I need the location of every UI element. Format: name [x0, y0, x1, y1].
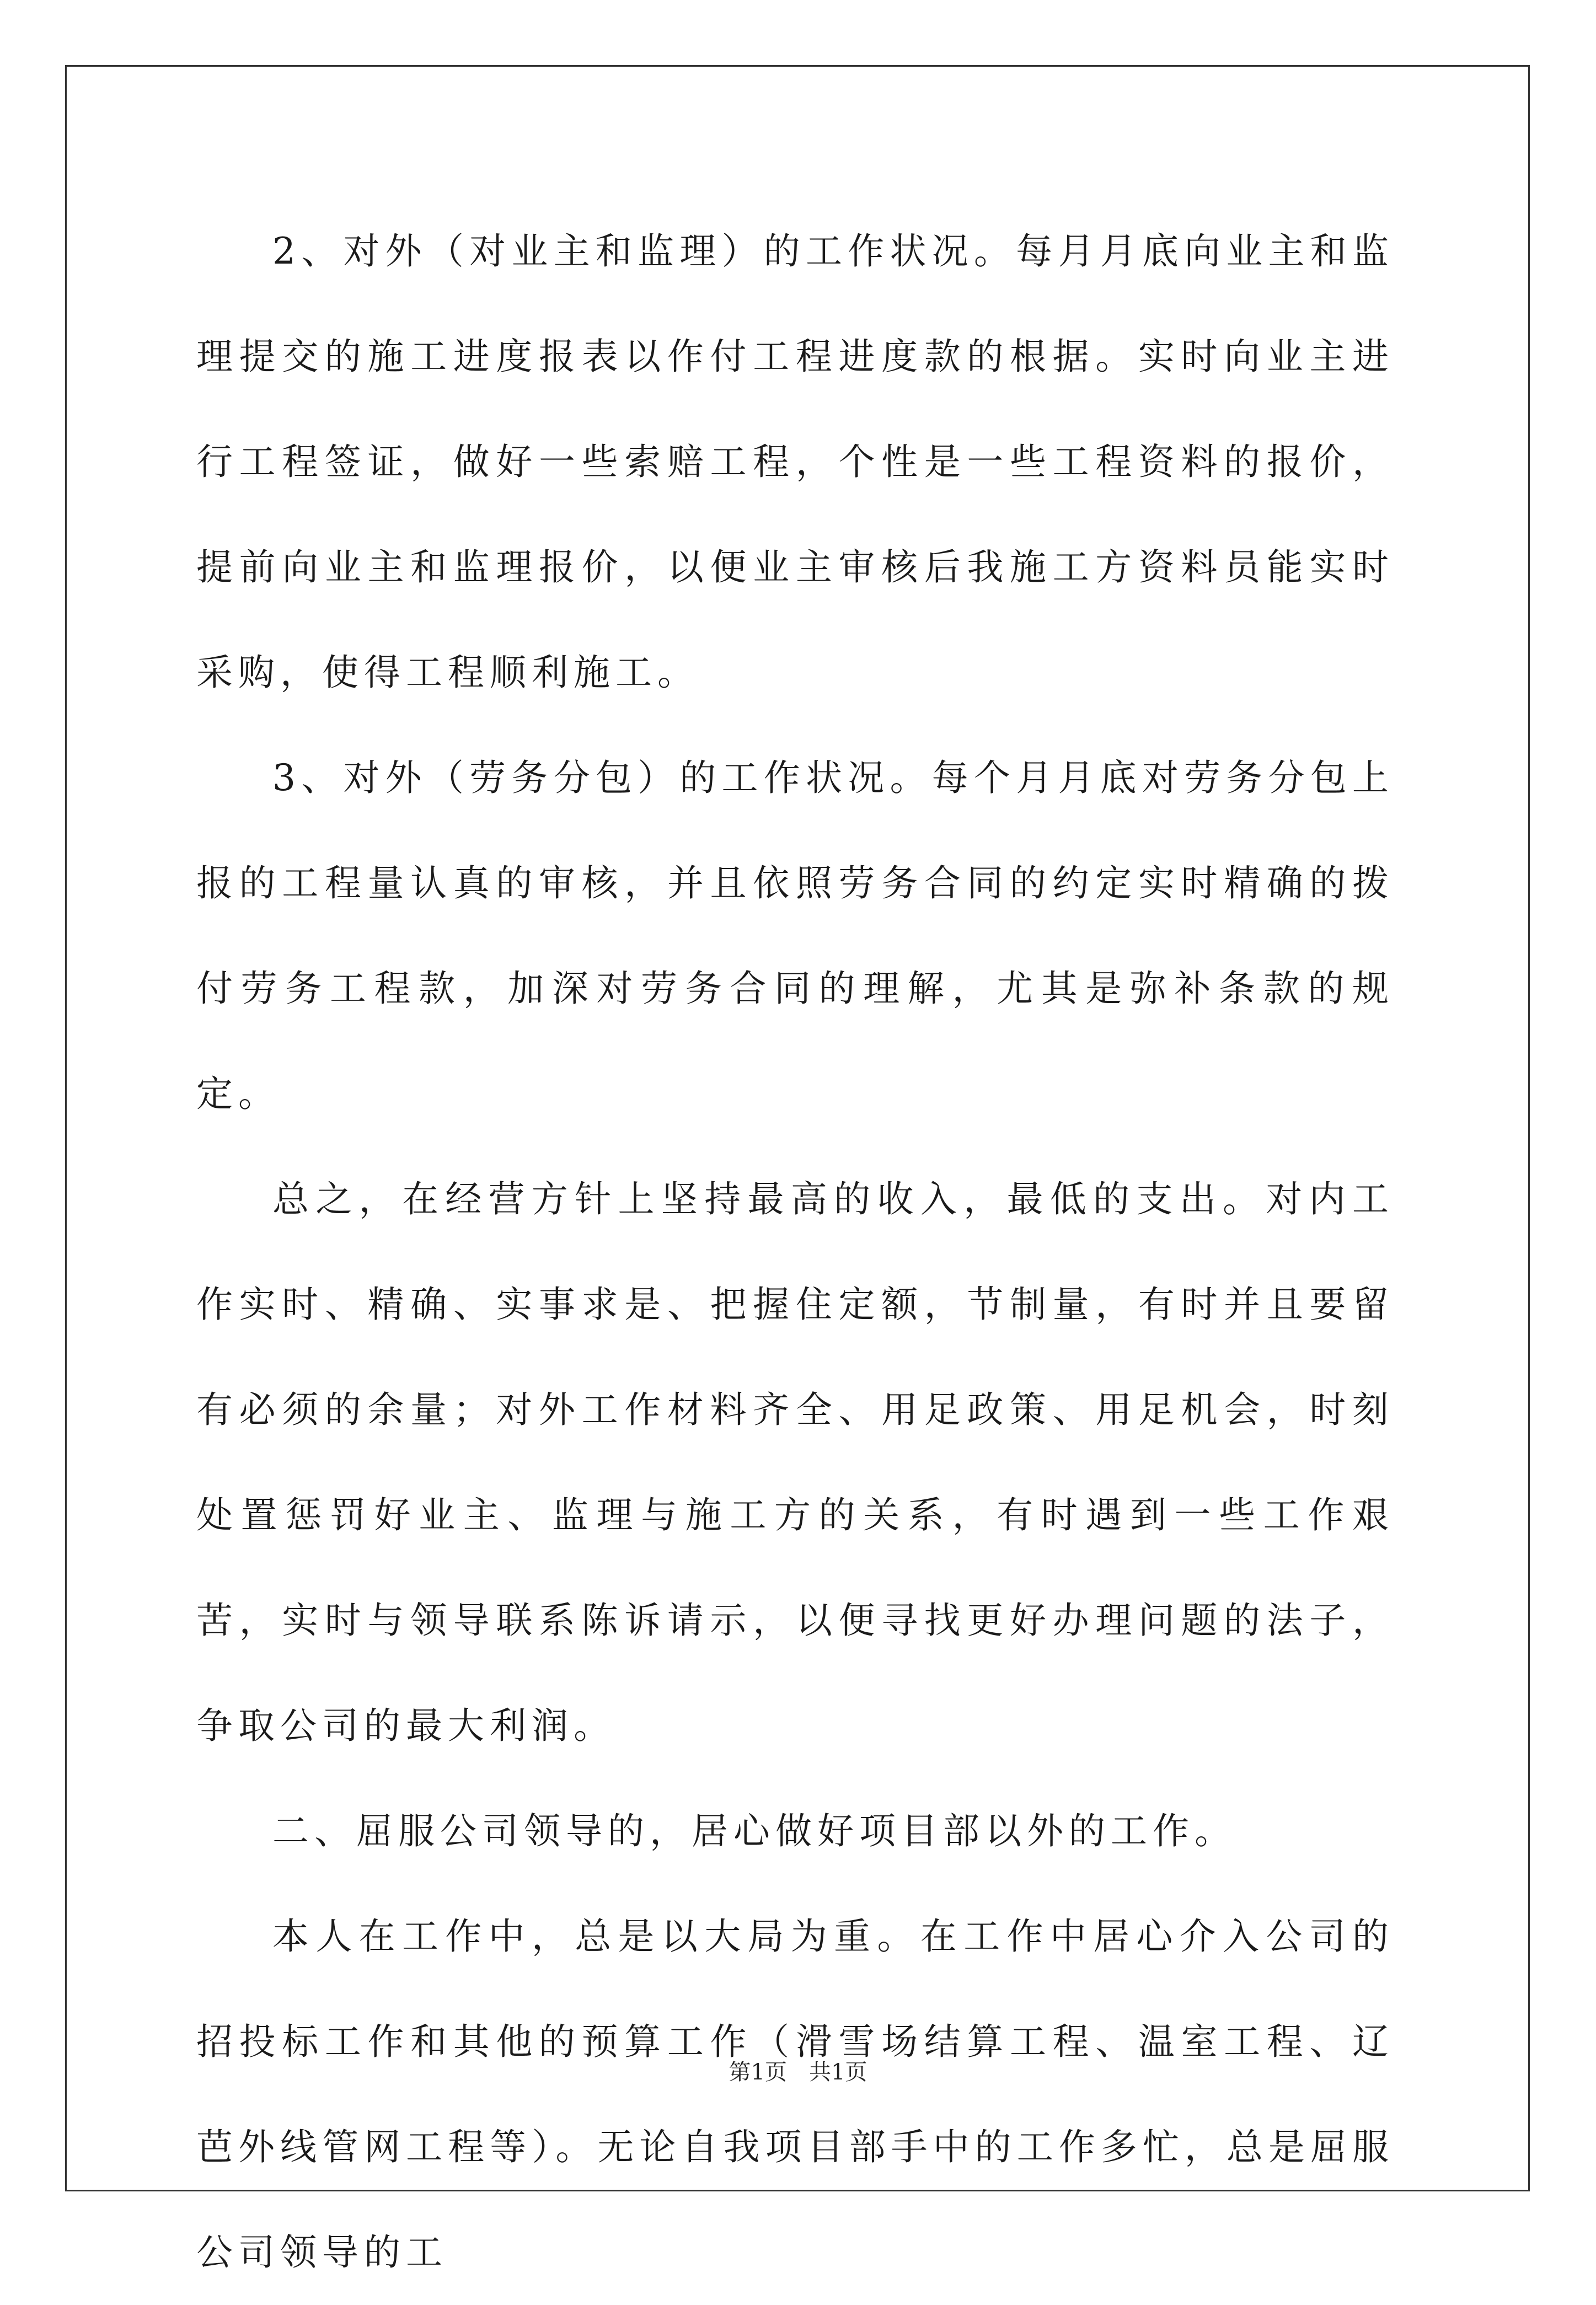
page-number-total: 共1页	[809, 2060, 867, 2085]
document-body	[196, 199, 1394, 2305]
page-footer	[0, 2055, 1596, 2086]
page-number-current: 第1页	[729, 2060, 787, 2085]
paragraph: 二、屈服公司领导的，居心做好项目部以外的工作。	[272, 1810, 1236, 1852]
paragraph: 总之，在经营方针上坚持最高的收入，最低的支出。对内工作实时、精确、实事求是、把握住定额，节制量，有时并且要留有必须的余量；对外工作材料齐全、用足政策、用足机会，时刻处置惩罚好业主、监理与施工方的关系，有时遇到一些工作艰苦，实时与领导联系陈诉请示，以便寻找更好办理问题的法子，争取公司的最大利润。	[196, 1178, 1394, 1747]
paragraph: 2、对外（对业主和监理）的工作状况。每月月底向业主和监理提交的施工进度报表以作付工程进度款的根据。实时向业主进行工程签证，做好一些索赔工程，个性是一些工程资料的报价，提前向业主和监理报价，以便业主审核后我施工方资料员能实时采购，使得工程顺利施工。	[196, 230, 1394, 694]
paragraph: 3、对外（劳务分包）的工作状况。每个月月底对劳务分包上报的工程量认真的审核，并且依照劳务合同的约定实时精确的拨付劳务工程款，加深对劳务合同的理解，尤其是弥补条款的规定。	[196, 757, 1394, 1115]
paragraph: 本人在工作中，总是以大局为重。在工作中居心介入公司的招投标工作和其他的预算工作（滑雪场结算工程、温室工程、辽芭外线管网工程等）。无论自我项目部手中的工作多忙，总是屈服公司领导的工	[196, 1915, 1394, 2274]
